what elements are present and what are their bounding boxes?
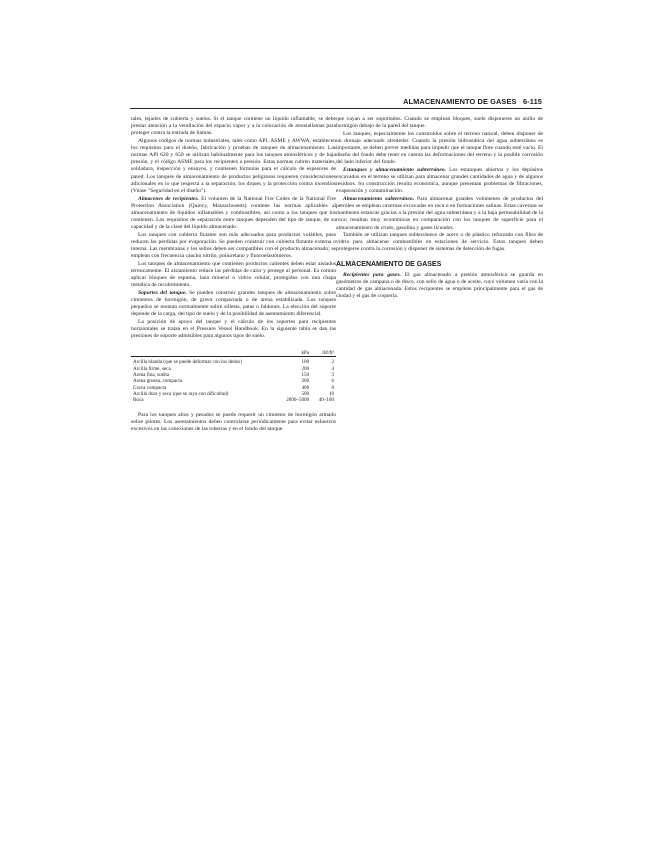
- paragraph-lead: Almacenes de recipientes.: [138, 195, 199, 202]
- table-cell: Arcilla dura y seca (que se raya con dificultad): [133, 390, 229, 397]
- table-cell: 3: [331, 372, 334, 379]
- table-cell: 2: [331, 359, 334, 366]
- table-cell: Arcilla firme, seca: [133, 365, 171, 372]
- table-cell: 400: [301, 384, 310, 391]
- paragraph-text: El gas almacenado a presión atmosférica se guarda en gasómetros de campana o de disco, con sello de agua o de aceite, cuyo volumen varía con la cantidad de gas almacenada. Estos recipientes se emplean principalmente para el gas de ciudad y el gas de coquería.: [336, 271, 543, 300]
- paragraph: Para los tanques altos y pesados se puede requerir un cimiento de hormigón armado sobre pilotes. Los asentamientos deben controlarse periódicamente para evitar esfuerzos excesivos en las conexiones de las tuberías y en el fondo del tanque.: [131, 411, 336, 432]
- paragraph: Los tanques con cubierta flotante son más adecuados para productos volátiles, pues reducen las pérdidas por evaporación. Se pueden construir con cubierta flotante externa o interna. Las membranas y los sellos deben ser compatibles con el producto almacenado; se emplean con frecuencia caucho nitrilo, poliuretano y fluoroelastómeros.: [131, 231, 336, 260]
- paragraph: [336, 272, 543, 301]
- paragraph: [336, 167, 543, 196]
- paragraph-text: El volumen de la National Fire Codes de la National Fire Protection Association (Quincy, Massachusetts) contiene las normas aplicables al almacenamiento de líquidos inflamables y combustibles, así como a los tanques que los contienen. Los requisitos de separación entre tanques dependen del tipo de tanque, de su capacidad y de la clase del líquido almacenado.: [131, 195, 336, 231]
- paragraph-lead: Soportes del tanque.: [138, 289, 187, 296]
- paragraph: Los tanques de almacenamiento que contienen productos calientes deben estar aislados térmicamente. El aislamiento reduce las pérdidas de calor y protege al personal. Es común aplicar bloques de espuma, lana mineral o vidrio celular, protegidos con una chapa metálica de recubrimiento.: [131, 260, 336, 289]
- table-cell: 40–100: [318, 397, 334, 404]
- table-cell: Arena gruesa, compacta: [133, 378, 183, 385]
- table-cell: 300: [301, 378, 310, 385]
- table-cell: 500: [301, 390, 310, 397]
- paragraph: que vayan a ser soportados. Cuando se emplean bloques, suele disponerse un anillo de hormigón debajo de la pared del tanque.: [336, 116, 543, 130]
- right-column: [336, 116, 543, 301]
- table-row: [131, 397, 336, 403]
- table-cell: 150: [301, 372, 310, 379]
- table-header: lbf/ft²: [311, 350, 336, 357]
- paragraph: tales, tejados de cubierta y suelos. Si el tanque contiene un líquido inflamable, se debe prestar atención a la ventilación del espacio vapor y a la colocación de arrestallamas para proteger contra la entrada de llamas.: [131, 116, 336, 137]
- paragraph-lead: Estanques y almacenamiento subterráneo.: [343, 166, 447, 173]
- paragraph: Algunos códigos de normas industriales, tales como API, ASME y AWWA, establecen los requisitos para el diseño, fabricación y pruebas de tanques de almacenamiento. Las normas API 620 y 650 se utilizan habitualmente para los tanques atmosféricos y de baja presión, y el código ASME para los recipientes a presión. Estas normas cubren materiales, soldadura, inspección y ensayos, y contienen fórmulas para el cálculo de espesores de pared. Los tanques de almacenamiento de productos peligrosos requieren consideraciones adicionales en lo que respecta a la separación, los diques y la protección contra incendios (Véase "Seguridad en el diseño").: [131, 137, 336, 194]
- running-header: [330, 97, 542, 106]
- paragraph: También se utilizan tanques subterráneos de acero o de plástico reforzado con fibra de vidrio para almacenar combustibles en estaciones de servicio. Estos tanques deben protegerse contra la corrosión y disponer de sistemas de detección de fugas.: [336, 232, 543, 253]
- table-header: [131, 350, 276, 357]
- paragraph: [131, 290, 336, 319]
- table-cell: 4: [331, 365, 334, 372]
- left-column: [131, 116, 336, 433]
- paragraph-text: Los estanques abiertos y los depósitos excavados en el terreno se utilizan para almacenar grandes cantidades de agua y de algunos residuos. Su construcción resulta económica, aunque presentan problemas de filtraciones, evaporación y contaminación.: [336, 166, 543, 195]
- table-header: kPa: [276, 350, 311, 357]
- paragraph: La posición de apoyo del tanque y el cálculo de los soportes para recipientes horizontales se tratan en el Pressure Vessel Handbook. En la siguiente tabla se dan las presiones de soporte admisibles para algunos tipos de suelo.: [131, 318, 336, 340]
- soil-bearing-table: [131, 350, 336, 403]
- section-heading: ALMACENAMIENTO DE GASES: [336, 260, 442, 268]
- table-cell: Roca: [133, 397, 144, 404]
- paragraph: [131, 196, 336, 232]
- table-cell: 2000–5000: [286, 397, 310, 404]
- header-title: ALMACENAMIENTO DE GASES: [403, 97, 517, 106]
- table-cell: Arena fina, suelta: [133, 372, 170, 379]
- table-row: [131, 357, 336, 366]
- table-cell: 8: [331, 384, 334, 391]
- table-cell: Arcilla blanda (que se puede deformar con los dedos): [133, 359, 242, 366]
- paragraph-lead: Almacenamiento subterráneo.: [343, 195, 415, 202]
- paragraph-lead: Recipientes para gases.: [343, 271, 402, 278]
- paragraph-text: Se pueden construir grandes tanques de almacenamiento sobre cimientos de hormigón, de grava compactada o de arena estabilizada. Los tanques pequeños se montan normalmente sobre silletas, patas o faldones. La elección del soporte depende de la carga, del tipo de suelo y de la posibilidad de asentamiento diferencial.: [131, 289, 336, 318]
- table-cell: 10: [328, 390, 334, 397]
- table-header-row: [131, 350, 336, 357]
- page-number: 6-115: [523, 97, 542, 106]
- table-cell: 200: [301, 365, 310, 372]
- table-cell: Grava compacta: [133, 384, 167, 391]
- paragraph: Los tanques, especialmente los construidos sobre el terreno natural, deben disponer de un drenaje adecuado alrededor. Cuando la presión hidrostática del agua subterránea es importante, se deben prever medidas para impedir que el tanque flote cuando esté vacío. El diseño del fondo debe tener en cuenta las deformaciones del terreno y la posible corrosión del lado inferior del fondo.: [336, 130, 543, 166]
- table-cell: 6: [331, 378, 334, 385]
- paragraph: [336, 196, 543, 232]
- header-rule: [130, 108, 542, 109]
- table-cell: 100: [301, 359, 310, 366]
- paragraph-text: Para almacenar grandes volúmenes de productos del petróleo se emplean cavernas excavadas en roca o en formaciones salinas. Estas cavernas se mantienen estancas gracias a la presión del agua subterránea y a la baja permeabilidad de la roca; resultan muy económicas en comparación con los tanques de superficie para el almacenamiento de crudo, gasolina y gases licuados.: [336, 195, 543, 231]
